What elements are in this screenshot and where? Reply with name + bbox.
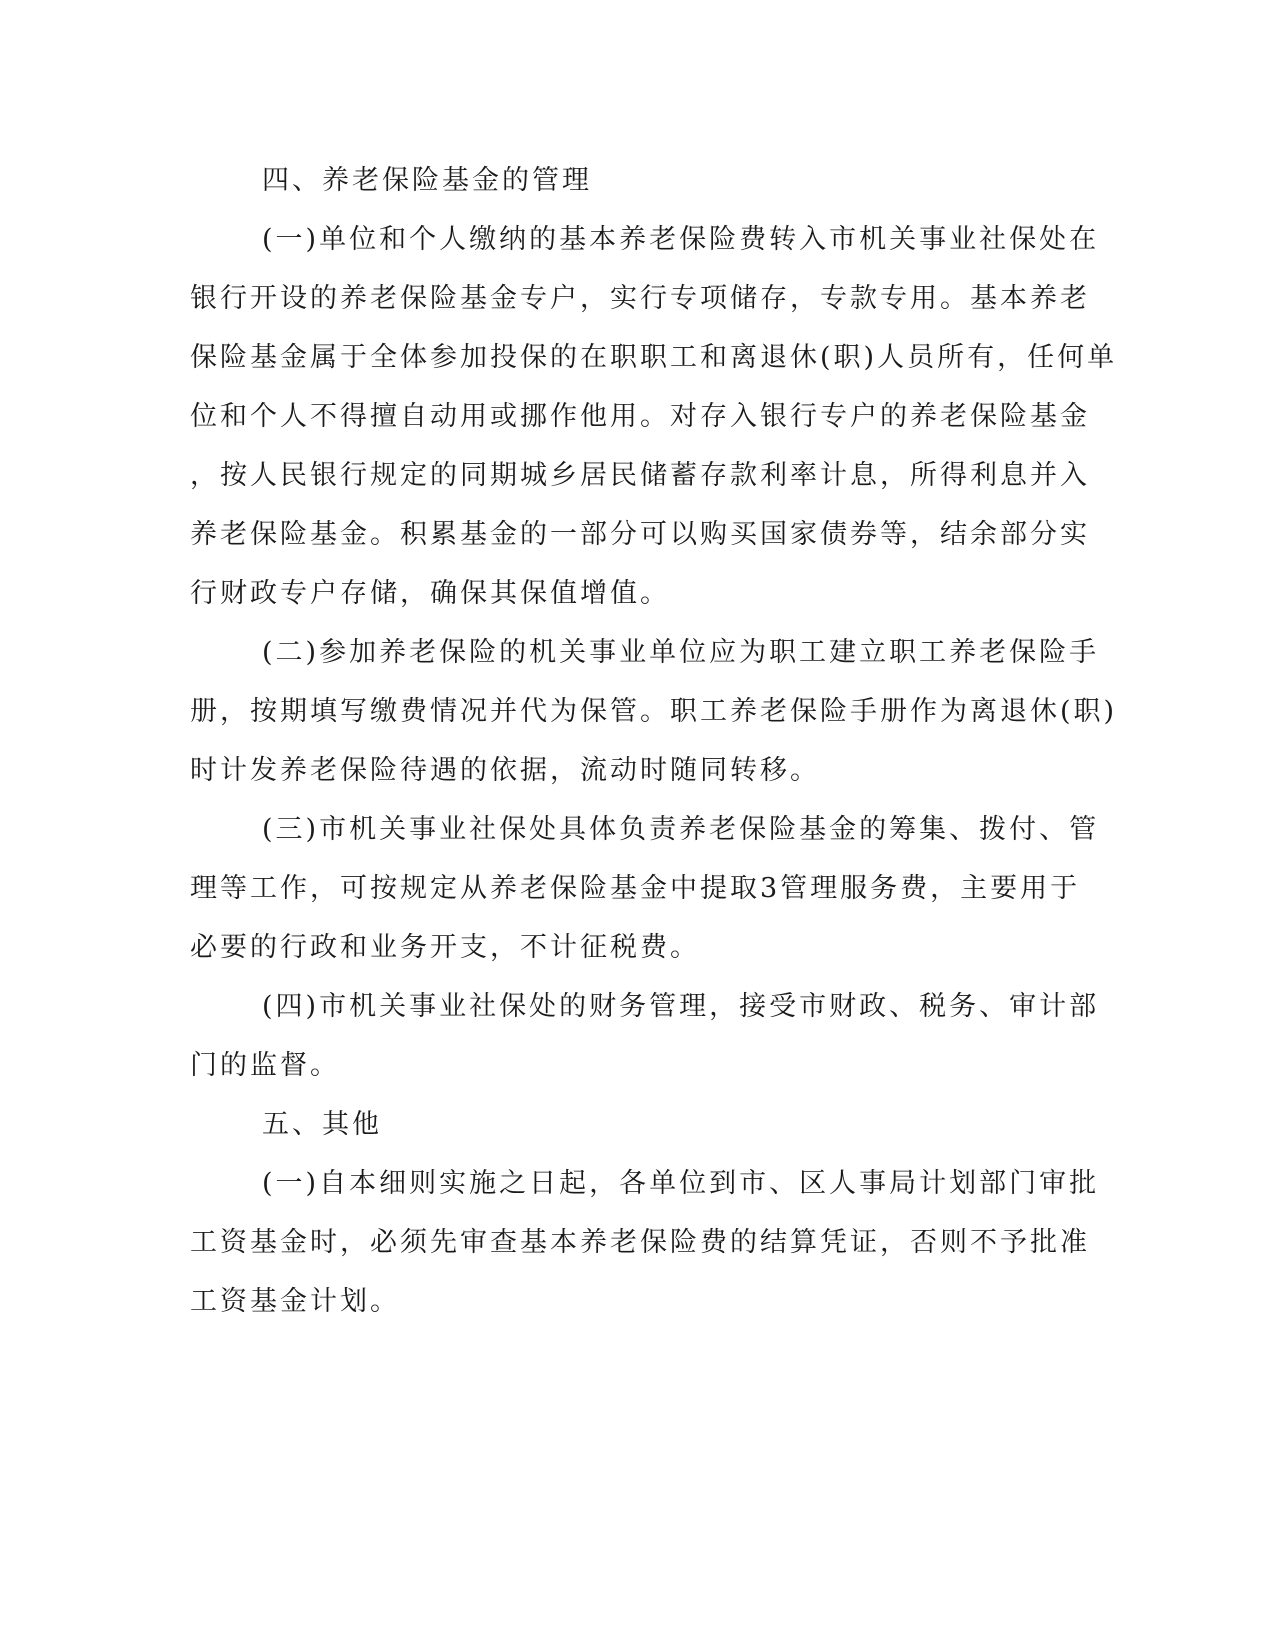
paragraph-line: 必要的行政和业务开支，不计征税费。: [190, 932, 700, 963]
paragraph-line: 工资基金时，必须先审查基本养老保险费的结算凭证，否则不予批准: [190, 1227, 1090, 1258]
paragraph-line: 理等工作，可按规定从养老保险基金中提取3管理服务费，主要用于: [190, 873, 1081, 904]
paragraph-line: (一)单位和个人缴纳的基本养老保险费转入市机关事业社保处在: [262, 224, 1100, 255]
paragraph-line: (四)市机关事业社保处的财务管理，接受市财政、税务、审计部: [262, 991, 1100, 1022]
paragraph-line: 时计发养老保险待遇的依据，流动时随同转移。: [190, 755, 820, 786]
paragraph-line: 门的监督。: [190, 1050, 340, 1081]
section-heading-5: 五、其他: [262, 1109, 382, 1140]
paragraph-line: (二)参加养老保险的机关事业单位应为职工建立职工养老保险手: [262, 637, 1100, 668]
paragraph-line: ，按人民银行规定的同期城乡居民储蓄存款利率计息，所得利息并入: [190, 460, 1090, 491]
paragraph-line: 册，按期填写缴费情况并代为保管。职工养老保险手册作为离退休(职): [190, 696, 1118, 727]
paragraph-line: 工资基金计划。: [190, 1286, 400, 1317]
paragraph-line: 行财政专户存储，确保其保值增值。: [190, 578, 670, 609]
paragraph-line: 位和个人不得擅自动用或挪作他用。对存入银行专户的养老保险基金: [190, 401, 1090, 432]
paragraph-line: (三)市机关事业社保处具体负责养老保险基金的筹集、拨付、管: [262, 814, 1100, 845]
paragraph-line: 银行开设的养老保险基金专户，实行专项储存，专款专用。基本养老: [190, 283, 1090, 314]
paragraph-line: 保险基金属于全体参加投保的在职职工和离退休(职)人员所有，任何单: [190, 342, 1118, 373]
section-heading-4: 四、养老保险基金的管理: [262, 165, 592, 196]
paragraph-line: (一)自本细则实施之日起，各单位到市、区人事局计划部门审批: [262, 1168, 1100, 1199]
paragraph-line: 养老保险基金。积累基金的一部分可以购买国家债券等，结余部分实: [190, 519, 1090, 550]
